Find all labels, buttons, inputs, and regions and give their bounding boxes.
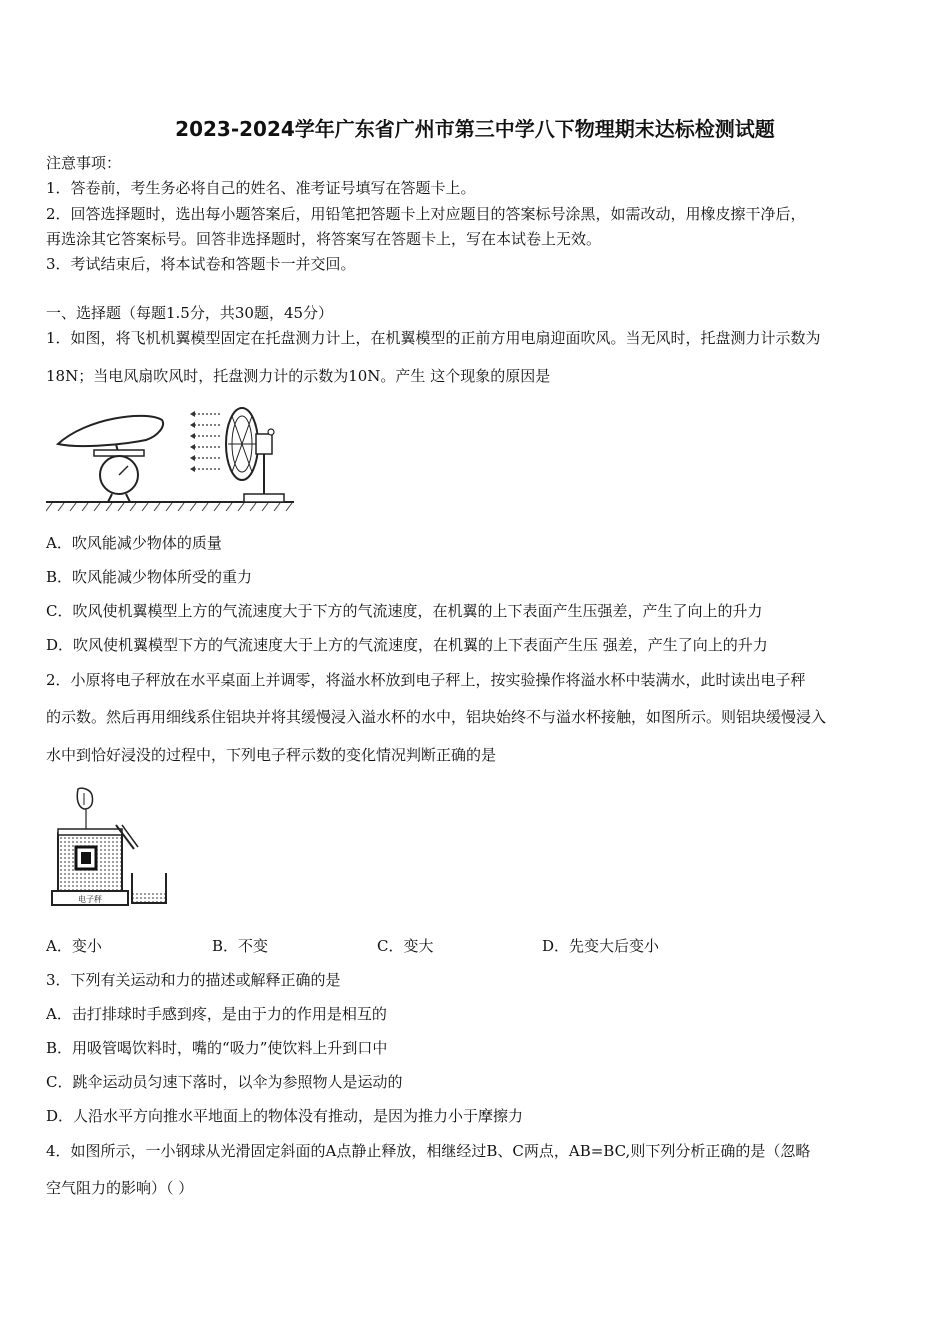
scale-label: 电子秤 xyxy=(78,895,102,904)
q3-option-b: B．用吸管喝饮料时，嘴的“吸力”使饮料上升到口中 xyxy=(46,1039,388,1057)
page-title: 2023-2024学年广东省广州市第三中学八下物理期末达标检测试题 xyxy=(175,117,775,141)
overflow-cup-figure xyxy=(48,785,172,911)
q2-option-c: C．变大 xyxy=(377,937,434,955)
q2-option-d: D．先变大后变小 xyxy=(542,937,660,955)
q3-stem: 3．下列有关运动和力的描述或解释正确的是 xyxy=(46,971,341,989)
q4-stem-line2: 空气阻力的影响）（ ） xyxy=(46,1179,194,1197)
q2-option-b: B．不变 xyxy=(212,937,269,955)
q2-stem-line1: 2．小原将电子秤放在水平桌面上并调零，将溢水杯放到电子秤上，按实验操作将溢水杯中装满水，此时读出电子秤 xyxy=(46,671,806,689)
q4-stem-line1: 4．如图所示，一小钢球从光滑固定斜面的A点静止释放，相继经过B、C两点，AB=BC,则下列分析正确的是（忽略 xyxy=(46,1142,811,1160)
notice-item: 3．考试结束后，将本试卷和答题卡一并交回。 xyxy=(46,255,356,273)
notice-item: 再选涂其它答案标号。回答非选择题时，将答案写在答题卡上，写在本试卷上无效。 xyxy=(46,230,602,248)
q3-option-c: C．跳伞运动员匀速下落时，以伞为参照物人是运动的 xyxy=(46,1073,403,1091)
section-heading: 一、选择题（每题1.5分，共30题，45分） xyxy=(46,304,334,322)
notice-heading: 注意事项： xyxy=(46,154,122,172)
notice-item: 1．答卷前，考生务必将自己的姓名、准考证号填写在答题卡上。 xyxy=(46,179,476,197)
q2-stem-line3: 水中到恰好浸没的过程中，下列电子秤示数的变化情况判断正确的是 xyxy=(46,746,497,764)
q1-option-a: A．吹风能减少物体的质量 xyxy=(46,534,222,552)
q2-option-a: A．变小 xyxy=(46,937,102,955)
wing-fan-figure xyxy=(46,402,298,514)
q3-option-d: D．人沿水平方向推水平地面上的物体没有推动，是因为推力小于摩擦力 xyxy=(46,1107,524,1125)
q1-stem-line1: 1．如图，将飞机机翼模型固定在托盘测力计上，在机翼模型的正前方用电扇迎面吹风。当无风时，托盘测力计示数为 xyxy=(46,329,821,347)
q1-option-c: C．吹风使机翼模型上方的气流速度大于下方的气流速度，在机翼的上下表面产生压强差，产生了向上的升力 xyxy=(46,602,763,620)
notice-item: 2．回答选择题时，选出每小题答案后，用铅笔把答题卡上对应题目的答案标号涂黑，如需改动，用橡皮擦干净后， xyxy=(46,205,806,223)
q3-option-a: A．击打排球时手感到疼，是由于力的作用是相互的 xyxy=(46,1005,387,1023)
q1-option-b: B．吹风能减少物体所受的重力 xyxy=(46,568,253,586)
q2-stem-line2: 的示数。然后再用细线系住铝块并将其缓慢浸入溢水杯的水中，铝块始终不与溢水杯接触，如图所示。则铝块缓慢浸入 xyxy=(46,708,827,726)
q1-stem-line2: 18N；当电风扇吹风时，托盘测力计的示数为10N。产生 这个现象的原因是 xyxy=(46,367,551,385)
q1-option-d: D．吹风使机翼模型下方的气流速度大于上方的气流速度，在机翼的上下表面产生压 强差，产生了向上的升力 xyxy=(46,636,768,654)
